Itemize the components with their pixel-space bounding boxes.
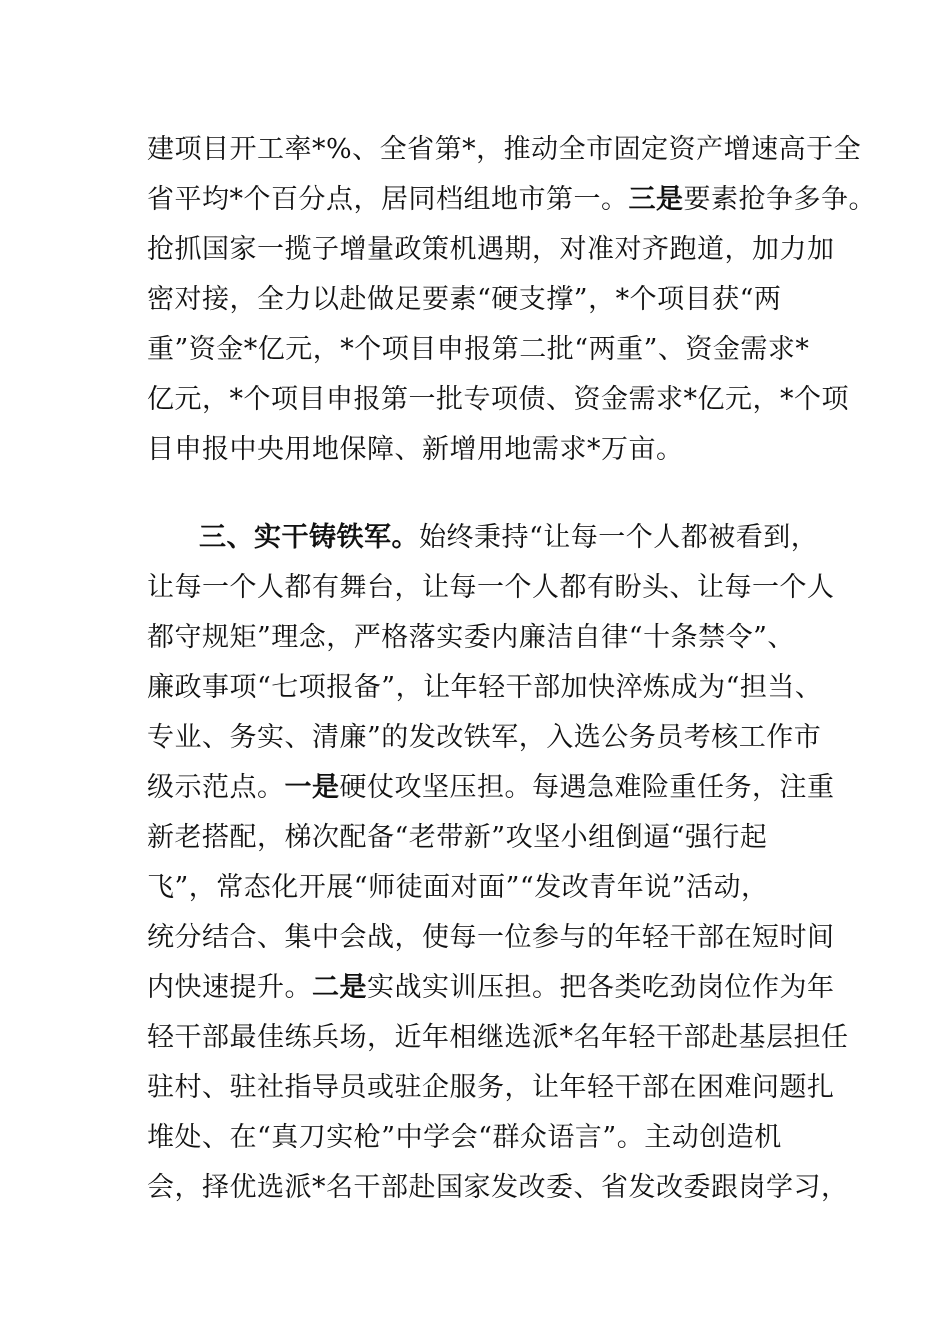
text-span: 重”资金*亿元，*个项目申报第二批“两重”、资金需求* [147, 334, 810, 365]
paragraph-line [147, 621, 795, 655]
paragraph-line [147, 1121, 782, 1155]
text-span: 始终秉持“让每一个人都被看到， [419, 522, 819, 553]
text-span: 专业、务实、清廉”的发改铁军，入选公务员考核工作市 [147, 722, 822, 753]
paragraph-line [147, 871, 769, 905]
paragraph-line [147, 133, 861, 167]
text-span: 目申报中央用地保障、新增用地需求*万亩。 [147, 434, 684, 465]
bold-marker: 二是 [312, 972, 367, 1003]
text-span: 都守规矩”理念，严格落实委内廉洁自律“十条禁令”、 [147, 622, 795, 653]
text-span: 堆处、在“真刀实枪”中学会“群众语言”。主动创造机 [147, 1122, 782, 1153]
text-span: 内快速提升。 [147, 972, 312, 1003]
text-span: 省平均*个百分点，居同档组地市第一。 [147, 184, 629, 215]
paragraph-line [147, 571, 835, 605]
text-span: 建项目开工率*%、全省第*，推动全市固定资产增速高于全 [147, 134, 862, 165]
section-heading: 三、实干铸铁军。 [199, 522, 419, 553]
text-span: 抢抓国家一揽子增量政策机遇期，对准对齐跑道，加力加 [147, 234, 835, 265]
paragraph-line [147, 821, 767, 855]
text-span: 飞”，常态化开展“师徒面对面”“发改青年说”活动， [147, 872, 769, 903]
paragraph-line [147, 233, 835, 267]
paragraph-line [199, 521, 818, 555]
paragraph-line [147, 671, 822, 705]
text-span: 让每一个人都有舞台，让每一个人都有盼头、让每一个人 [147, 572, 835, 603]
paragraph-line [147, 183, 876, 217]
text-span: 统分结合、集中会战，使每一位参与的年轻干部在短时间 [147, 922, 835, 953]
text-span: 驻村、驻社指导员或驻企服务，让年轻干部在困难问题扎 [147, 1072, 835, 1103]
text-span: 实战实训压担。把各类吃劲岗位作为年 [367, 972, 835, 1003]
paragraph-line [147, 433, 684, 467]
bold-marker: 三是 [628, 184, 684, 215]
text-span: 密对接，全力以赴做足要素“硬支撑”，*个项目获“两 [147, 284, 782, 315]
paragraph-line [147, 1171, 849, 1205]
paragraph-line [147, 1021, 849, 1055]
paragraph-line [147, 771, 835, 805]
paragraph-line [147, 333, 809, 367]
text-span: 新老搭配，梯次配备“老带新”攻坚小组倒逼“强行起 [147, 822, 768, 853]
bold-marker: 一是 [284, 772, 340, 803]
text-span: 硬仗攻坚压担。每遇急难险重任务，注重 [339, 772, 835, 803]
text-span: 亿元，*个项目申报第一批专项债、资金需求*亿元，*个项 [147, 384, 849, 415]
text-span: 廉政事项“七项报备”，让年轻干部加快淬炼成为“担当、 [147, 672, 823, 703]
paragraph-line [147, 1071, 835, 1105]
paragraph-line [147, 283, 781, 317]
paragraph-line [147, 921, 835, 955]
text-span: 级示范点。 [147, 772, 285, 803]
paragraph-line [147, 721, 821, 755]
paragraph-line [147, 971, 835, 1005]
text-span: 轻干部最佳练兵场，近年相继选派*名年轻干部赴基层担任 [147, 1022, 849, 1053]
text-span: 要素抢争多争。 [683, 184, 876, 215]
paragraph-line [147, 383, 849, 417]
text-span: 会，择优选派*名干部赴国家发改委、省发改委跟岗学习， [147, 1172, 849, 1203]
